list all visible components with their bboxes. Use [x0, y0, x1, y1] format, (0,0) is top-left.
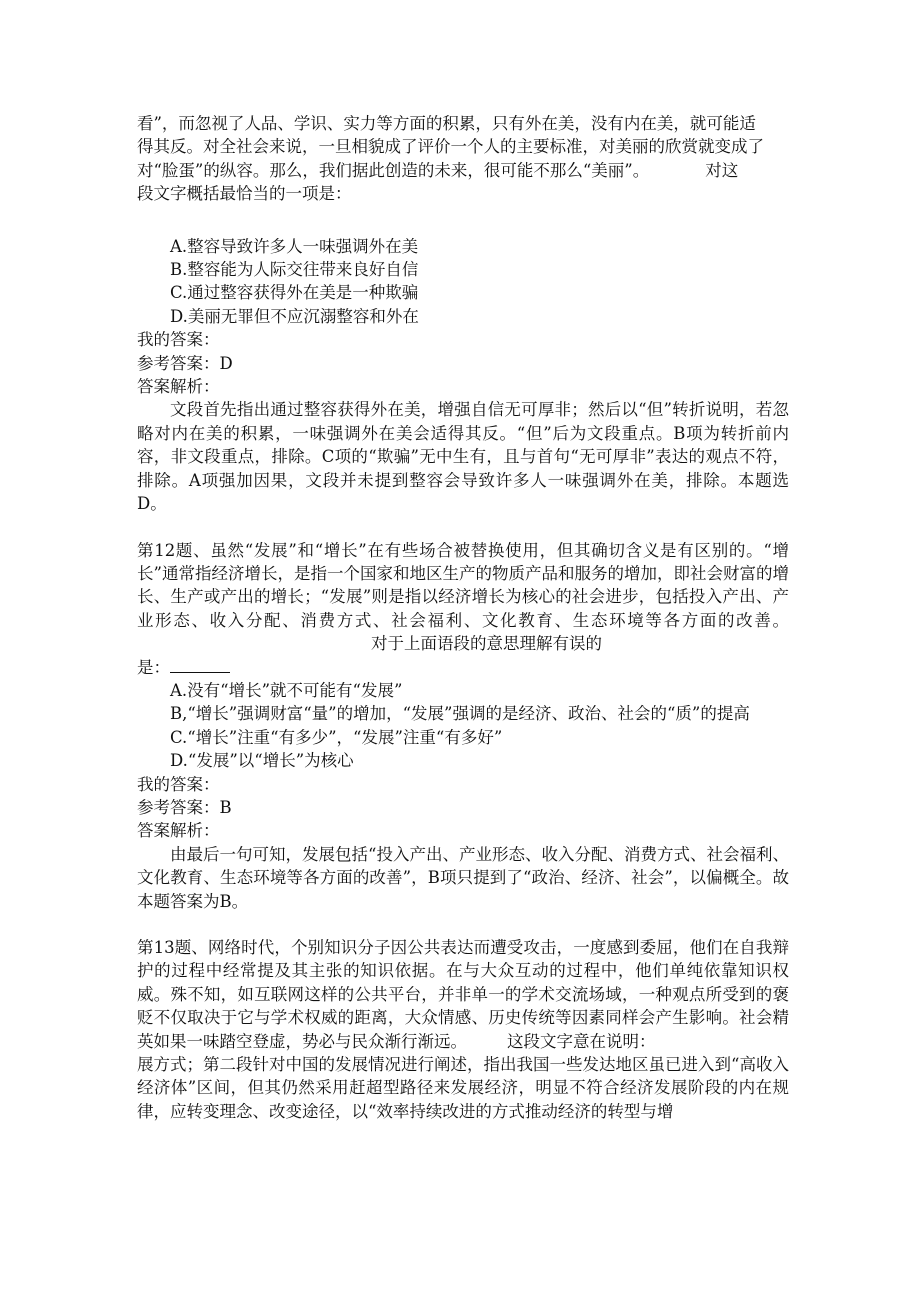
q13-prompt: 这段文字意在说明：	[507, 1031, 656, 1051]
q11-analysis-label: 答案解析：	[137, 377, 220, 397]
q11-option-a[interactable]: A.整容导致许多人一味强调外在美	[170, 236, 419, 256]
q11-prompt: 段文字概括最恰当的一项是：	[137, 184, 352, 204]
q13-overflow-text: 展方式；第二段针对中国的发展情况进行阐述，指出我国一些发达地区虽已进入到“高收入经济体”区间，但其仍然采用赶超型路径来发展经济，明显不符合经济发展阶段的内在规律，应转变理念、改变途径，以“效率持续改进的方式推动经济的转型与增	[137, 1055, 789, 1121]
q12-my-answer-label: 我的答案：	[137, 774, 220, 794]
q11-option-d[interactable]: D.美丽无罪但不应沉溺整容和外在	[170, 306, 419, 326]
q11-option-c[interactable]: C.通过整容获得外在美是一种欺骗	[170, 283, 419, 303]
q11-passage-line-1: 看”，而忽视了人品、学识、实力等方面的积累，只有外在美，没有内在美，就可能适	[137, 114, 756, 133]
q12-option-b[interactable]: B,“增长”强调财富“量”的增加，“发展”强调的是经济、政治、社会的“质”的提高	[170, 704, 750, 724]
q11-passage-line-2: 得其反。对全社会来说，一旦相貌成了评价一个人的主要标准，对美丽的欣赏就变成了	[137, 137, 764, 157]
document-page	[137, 112, 789, 1123]
q12-stem	[137, 539, 789, 656]
q12-option-a[interactable]: A.没有“增长”就不可能有“发展”	[170, 680, 403, 700]
q12-reference-answer: 参考答案：B	[137, 797, 232, 817]
q12-analysis-label: 答案解析：	[137, 821, 220, 841]
answer-blank	[170, 658, 230, 673]
q12-stem-text: 第12题、虽然“发展”和“增长”在有些场合被替换使用，但其确切含义是有区别的。“增长”通常指经济增长，是指一个国家和地区生产的物质产品和服务的增加，即社会财富的增长、生产或产出的增长；“发展”则是指以经济增长为核心的社会进步，包括投入产出、产业形态、收入分配、消费方式、社会福利、文化教育、生态环境等各方面的改善。	[137, 540, 789, 630]
q12-prompt-line2	[137, 656, 789, 679]
q11-analysis: 文段首先指出通过整容获得外在美，增强自信无可厚非；然后以“但”转折说明，若忽略对内在美的积累，一味强调外在美会适得其反。“但”后为文段重点。B项为转折前内容，非文段重点，排除。C项的“欺骗”无中生有，且与首句“无可厚非”表达的观点不符，排除。A项强加因果，文段并未提到整容会导致许多人一味强调外在美，排除。本题选D。	[137, 400, 789, 514]
q11-passage-line-3-text: 对“脸蛋”的纵容。那么，我们据此创造的未来，很可能不那么“美丽”。	[137, 160, 650, 180]
question-13	[137, 936, 789, 1123]
question-12	[137, 539, 789, 914]
question-11	[137, 112, 789, 516]
q11-my-answer-label: 我的答案：	[137, 330, 220, 350]
q12-prompt: 对于上面语段的意思理解有误的	[371, 634, 602, 654]
q13-stem-text: 第13题、网络时代，个别知识分子因公共表达而遭受攻击，一度感到委屈，他们在自我辩护的过程中经常提及其主张的知识依据。在与大众互动的过程中，他们单纯依靠知识权威。殊不知，如互联网这样的公共平台，并非单一的学术交流场域，一种观点所受到的褒贬不仅取决于它与学术权威的距离，大众情感、历史传统等因素同样会产生影响。社会精英如果一味踏空登虚，势必与民众渐行渐远。	[137, 938, 789, 1051]
q11-prompt-tail: 对这	[705, 160, 739, 180]
q12-analysis: 由最后一句可知，发展包括“投入产出、产业形态、收入分配、消费方式、社会福利、文化教育、生态环境等各方面的改善”，B项只提到了“政治、经济、社会”，以偏概全。故本题答案为B。	[137, 844, 789, 911]
q12-option-d[interactable]: D.“发展”以“增长”为核心	[170, 751, 354, 771]
q11-option-b[interactable]: B.整容能为人际交往带来良好自信	[170, 260, 419, 280]
q11-reference-answer: 参考答案：D	[137, 353, 233, 373]
q12-prompt-line2-text: 是：	[137, 657, 170, 677]
q13-stem	[137, 936, 789, 1053]
q12-option-c[interactable]: C.“增长”注重“有多少”，“发展”注重“有多好”	[170, 727, 503, 747]
q11-passage-line-3	[137, 159, 789, 182]
